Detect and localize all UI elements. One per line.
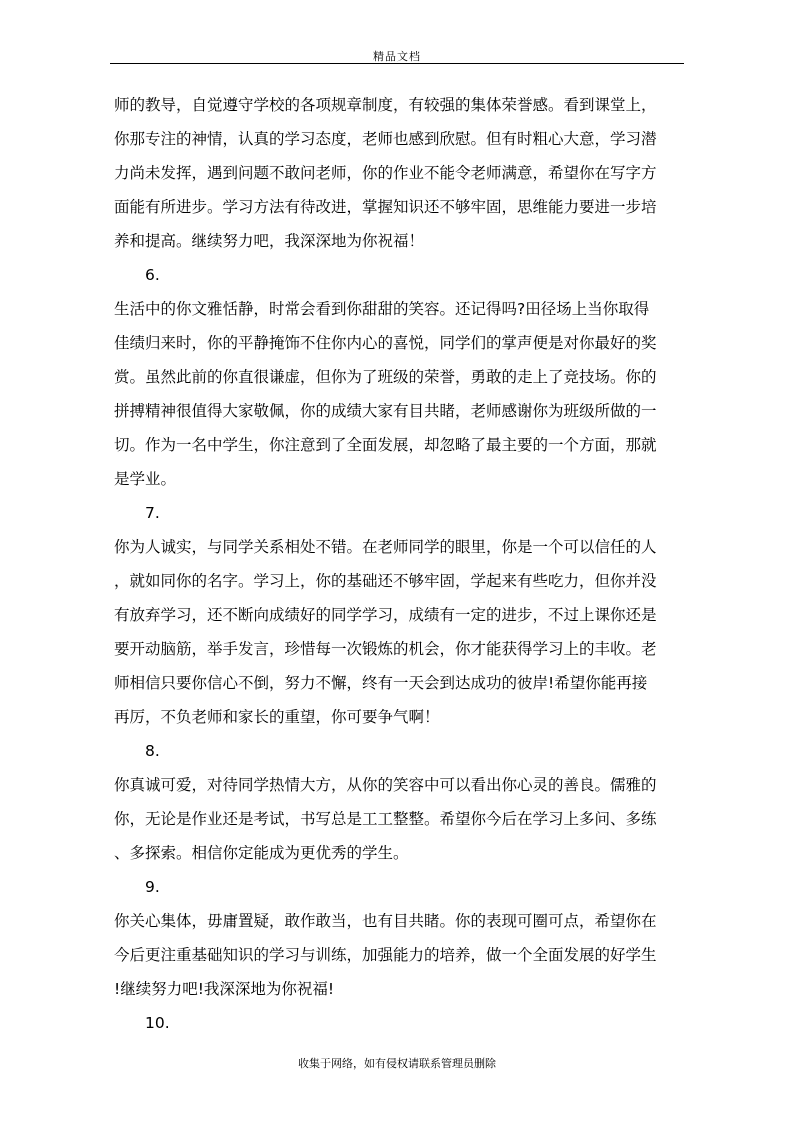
- body-line: 师的教导，自觉遵守学校的各项规章制度，有较强的集体荣誉感。看到课堂上，: [114, 96, 657, 114]
- body-line: ，就如同你的名字。学习上，你的基础还不够牢固，学起来有些吃力，但你并没: [114, 572, 657, 590]
- body-line: 再厉，不负老师和家长的重望，你可要争气啊！: [114, 708, 440, 726]
- body-line: 面能有所进步。学习方法有待改进，掌握知识还不够牢固，思维能力要进一步培: [114, 198, 657, 216]
- section-number: 9.: [145, 878, 160, 896]
- body-line: 你，无论是作业还是考试，书写总是工工整整。希望你今后在学习上多问、多练: [114, 810, 657, 828]
- body-line: 是学业。: [114, 470, 177, 488]
- body-line: 养和提高。继续努力吧，我深深地为你祝福！: [114, 232, 425, 250]
- page-header: 精品文档: [373, 50, 421, 63]
- document-body: [114, 88, 688, 1040]
- body-line: 切。作为一名中学生，你注意到了全面发展，却忽略了最主要的一个方面，那就: [114, 436, 657, 454]
- body-line: 师相信只要你信心不倒，努力不懈，终有一天会到达成功的彼岸!希望你能再接: [114, 674, 648, 692]
- body-line: 拼搏精神很值得大家敬佩，你的成绩大家有目共睹，老师感谢你为班级所做的一: [114, 402, 657, 420]
- body-line: 你关心集体，毋庸置疑，敢作敢当，也有目共睹。你的表现可圈可点，希望你在: [114, 912, 657, 930]
- body-line: 你为人诚实，与同学关系相处不错。在老师同学的眼里，你是一个可以信任的人: [114, 538, 657, 556]
- body-line: 赏。虽然此前的你直很谦虚，但你为了班级的荣誉，勇敢的走上了竞技场。你的: [114, 368, 657, 386]
- body-line: !继续努力吧!我深深地为你祝福!: [114, 980, 335, 998]
- body-line: 你真诚可爱，对待同学热情大方，从你的笑容中可以看出你心灵的善良。儒雅的: [114, 776, 657, 794]
- section-number: 6.: [145, 266, 160, 284]
- header-divider: [110, 63, 684, 64]
- body-line: 力尚未发挥，遇到问题不敢问老师，你的作业不能令老师满意，希望你在写字方: [114, 164, 657, 182]
- body-line: 生活中的你文雅恬静，时常会看到你甜甜的笑容。还记得吗?田径场上当你取得: [114, 300, 650, 318]
- page-footer: 收集于网络，如有侵权请联系管理员删除: [298, 1057, 496, 1070]
- body-line: 你那专注的神情，认真的学习态度，老师也感到欣慰。但有时粗心大意，学习潜: [114, 130, 657, 148]
- body-line: 有放弃学习，还不断向成绩好的同学学习，成绩有一定的进步，不过上课你还是: [114, 606, 657, 624]
- body-line: 今后更注重基础知识的学习与训练，加强能力的培养，做一个全面发展的好学生: [114, 946, 657, 964]
- body-line: 佳绩归来时，你的平静掩饰不住你内心的喜悦，同学们的掌声便是对你最好的奖: [114, 334, 657, 352]
- section-number: 7.: [145, 504, 160, 522]
- section-number: 10.: [145, 1014, 170, 1032]
- body-line: 要开动脑筋，举手发言，珍惜每一次锻炼的机会，你才能获得学习上的丰收。老: [114, 640, 657, 658]
- section-number: 8.: [145, 742, 160, 760]
- body-line: 、多探索。相信你定能成为更优秀的学生。: [114, 844, 409, 862]
